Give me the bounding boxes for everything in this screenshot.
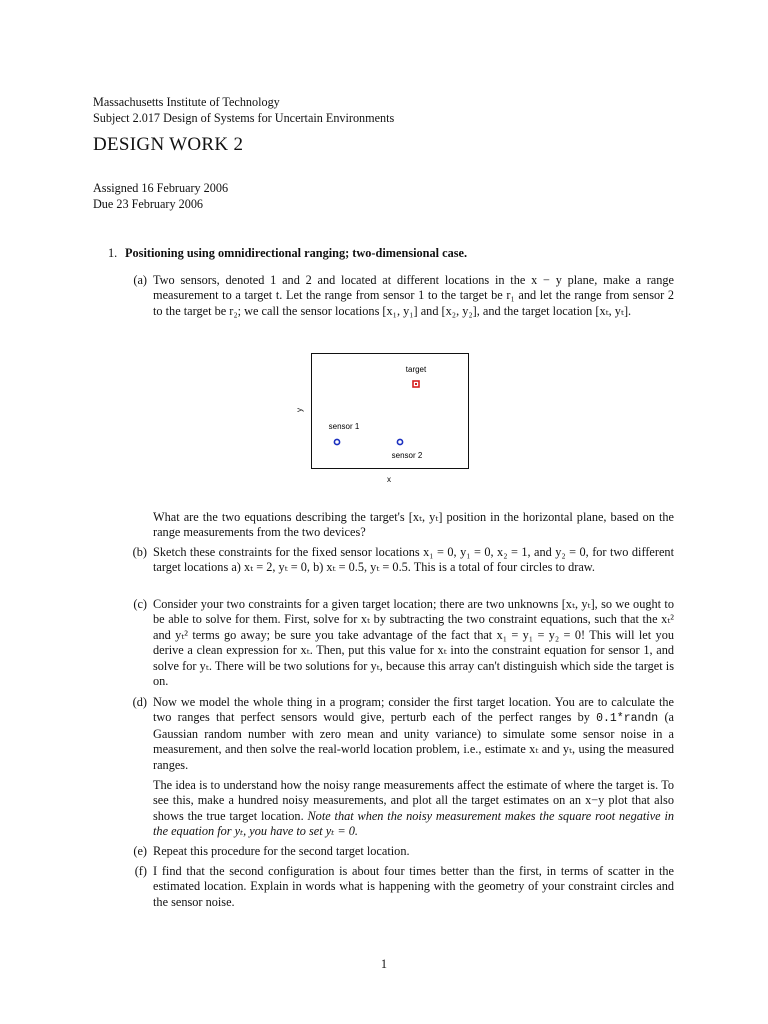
part-b-label: (b) (132, 545, 147, 559)
subject-line: Subject 2.017 Design of Systems for Uncertain Environments (93, 111, 395, 125)
target-label: target (405, 365, 427, 374)
part-d-text-post: (a Gaussian random number with zero mean and unity variance) to simulate some sensor noise in a measurement, and then solve the real-world location problem, i.e., estimate xₜ and yₜ, using the measured ranges. (153, 710, 674, 772)
institution-line: Massachusetts Institute of Technology (93, 95, 280, 109)
part-f-label: (f) (134, 864, 147, 878)
page-title: DESIGN WORK 2 (93, 134, 244, 155)
sensor2-label: sensor 2 (391, 451, 423, 460)
part-e-text: Repeat this procedure for the second target location. (153, 844, 410, 858)
part-d-label: (d) (132, 695, 147, 709)
x-axis-label: x (387, 475, 391, 484)
plot-frame (312, 354, 469, 469)
part-c-label: (c) (133, 597, 147, 611)
problem-number: 1. (108, 246, 118, 260)
part-a-text: Two sensors, denoted 1 and 2 and located at different locations in the x − y plane, make a range measurement to a target t. Let the range from sensor 1 to the target be r₁ and let the range from sensor 2 to the target be r₂; we call the sensor locations [x₁, y₁] and [x₂, y₂], and the target location [xₜ, yₜ]. (153, 273, 674, 318)
part-e-label: (e) (133, 844, 147, 858)
y-axis-label: y (295, 408, 304, 412)
due-date: Due 23 February 2006 (93, 197, 204, 211)
part-d-note: Note that when the noisy measurement makes the square root negative in the equation for yₜ, you have to set yₜ = 0. (153, 808, 675, 839)
part-d-text-pre: Now we model the whole thing in a program; consider the first target location. You are to calculate the two ranges that perfect sensors would give, perturb each of the perfect ranges by (153, 695, 674, 725)
part-b-text: Sketch these constraints for the fixed sensor locations x₁ = 0, y₁ = 0, x₂ = 1, and y₂ = 0, for two different target locations a) xₜ = 2, yₜ = 0, b) xₜ = 0.5, yₜ = 0.5. This is a total of four circles to draw. (153, 545, 674, 575)
part-f-text: I find that the second configuration is about four times better than the first, in terms of scatter in the estimated location. Explain in words what is happening with the geometry of your constraint circles and the sensor noise. (153, 864, 674, 909)
part-c-text: Consider your two constraints for a given target location; there are two unknowns [xₜ, yₜ], so we ought to be able to solve for them. First, solve for xₜ by subtracting the two constraint equations, such that the xₜ² and yₜ² terms go away; be sure you take advantage of the fact that x₁ = y₁ = y₂ = 0! This will let you derive a clean expression for xₜ. Then, put this value for xₜ into the constraint equation for sensor 1, and solve for yₜ. There will be two solutions for yₜ, because this array can't distinguish which side the target is on. (153, 597, 674, 689)
target-marker-dot (415, 383, 417, 385)
sensor1-label: sensor 1 (328, 422, 360, 431)
part-a-question: What are the two equations describing the target's [xₜ, yₜ] position in the horizontal plane, based on the range measurements from the two devices? (153, 510, 674, 540)
part-d-code: 0.1*randn (596, 712, 659, 726)
sensor-diagram (292, 348, 477, 488)
problem-title: Positioning using omnidirectional ranging; two-dimensional case. (125, 246, 468, 260)
part-d-para2 (153, 778, 674, 840)
assigned-date: Assigned 16 February 2006 (93, 181, 229, 195)
part-d-text (153, 695, 674, 773)
sensor1-marker (334, 439, 339, 444)
page-number: 1 (380, 957, 388, 971)
part-a-label: (a) (133, 273, 147, 287)
part-d-para2-text: The idea is to understand how the noisy range measurements affect the estimate of where the target is. To see this, make a hundred noisy measurements, and plot all the target estimates on an x−y plot that also shows the true target location. (153, 778, 674, 823)
sensor2-marker (397, 439, 402, 444)
